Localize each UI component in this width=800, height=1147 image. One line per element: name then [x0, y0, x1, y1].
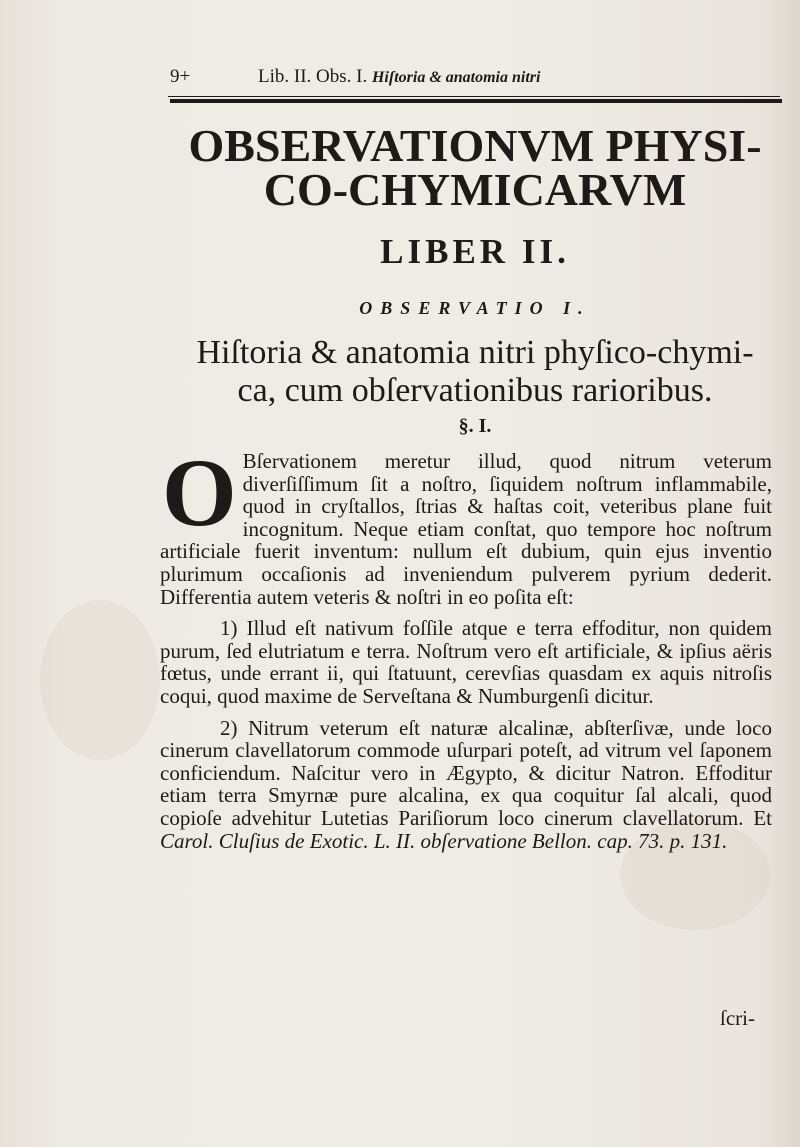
running-title [258, 66, 540, 88]
running-title-text: Lib. II. Obs. I. [258, 66, 368, 87]
citation-tail: 73. p. 131. [638, 828, 728, 853]
header-rule-thin [168, 96, 780, 97]
paragraph-2-text: 2) Nitrum veterum eſt naturæ alcalinæ, abſterſivæ, unde loco cinerum clavellatorum commode uſurpari poteſt, ad vitrum vel ſaponem conficiendum. Naſcitur vero in Ægypto, & dicitur Natron. Effoditur etiam terra Smyrnæ pure alcalina, ex qua coquitur ſal alcali, quod copioſe advehitur Lutetias Pariſiorum loco cinerum clavellatorum. Et [160, 715, 772, 830]
running-header [170, 66, 640, 92]
section-mark: §. I. [458, 415, 492, 437]
book-title [160, 120, 790, 215]
paper-stain [40, 600, 160, 760]
drop-cap: O [162, 439, 237, 546]
running-title-italic: Hiſtoria & anatomia nitri [371, 69, 541, 86]
intro-paragraph [160, 439, 772, 609]
book-title-line2: CO-CHYMICARVM [263, 164, 687, 215]
chapter-title-line2: ca, cum obſervationibus rarioribus. [237, 372, 713, 409]
chapter-title [160, 334, 790, 410]
catchword: ſcri- [720, 1006, 755, 1030]
header-rule [170, 99, 782, 103]
observatio-heading: OBSERVATIO I. [359, 298, 591, 318]
citation-italic: Carol. Cluſius de Exotic. L. II. obſervatione Bellon. cap. [160, 828, 633, 853]
intro-text: Bſervationem meretur illud, quod nitrum veterum diverſiſſimum ſit a noſtro, ſiquidem noſtrum inflammabile, quod in cryſtallos, ſtrias & haſtas coit, veteribus plane fuit incognitum. Neque etiam conſtat, quo tempore hoc noſtrum artificiale fuerit inventum: nullum eſt dubium, quin ejus inventio plurimum occaſionis ad inveniendum pulverem pyrium dederit. Differentia autem veteris & noſtri in eo poſita eſt: [160, 449, 772, 609]
liber-heading: LIBER II. [380, 232, 570, 271]
paragraph-2 [160, 717, 772, 853]
book-title-line1: OBSERVATIONVM PHYSI- [188, 120, 762, 171]
body-text [160, 439, 772, 853]
paragraph-1: 1) Illud eſt nativum foſſile atque e terra effoditur, non quidem purum, ſed elutriatum e terra. Noſtrum vero eſt artificiale, & ipſius aëris fœtus, unde errant ii, qui ſtatuunt, cerevſias quasdam ex aquis nitroſis coqui, quod maxime de Serveſtana & Numburgenſi dicitur. [160, 616, 772, 708]
page-number: 9+ [170, 66, 191, 87]
chapter-title-line1: Hiſtoria & anatomia nitri phyſico-chymi- [196, 334, 754, 371]
